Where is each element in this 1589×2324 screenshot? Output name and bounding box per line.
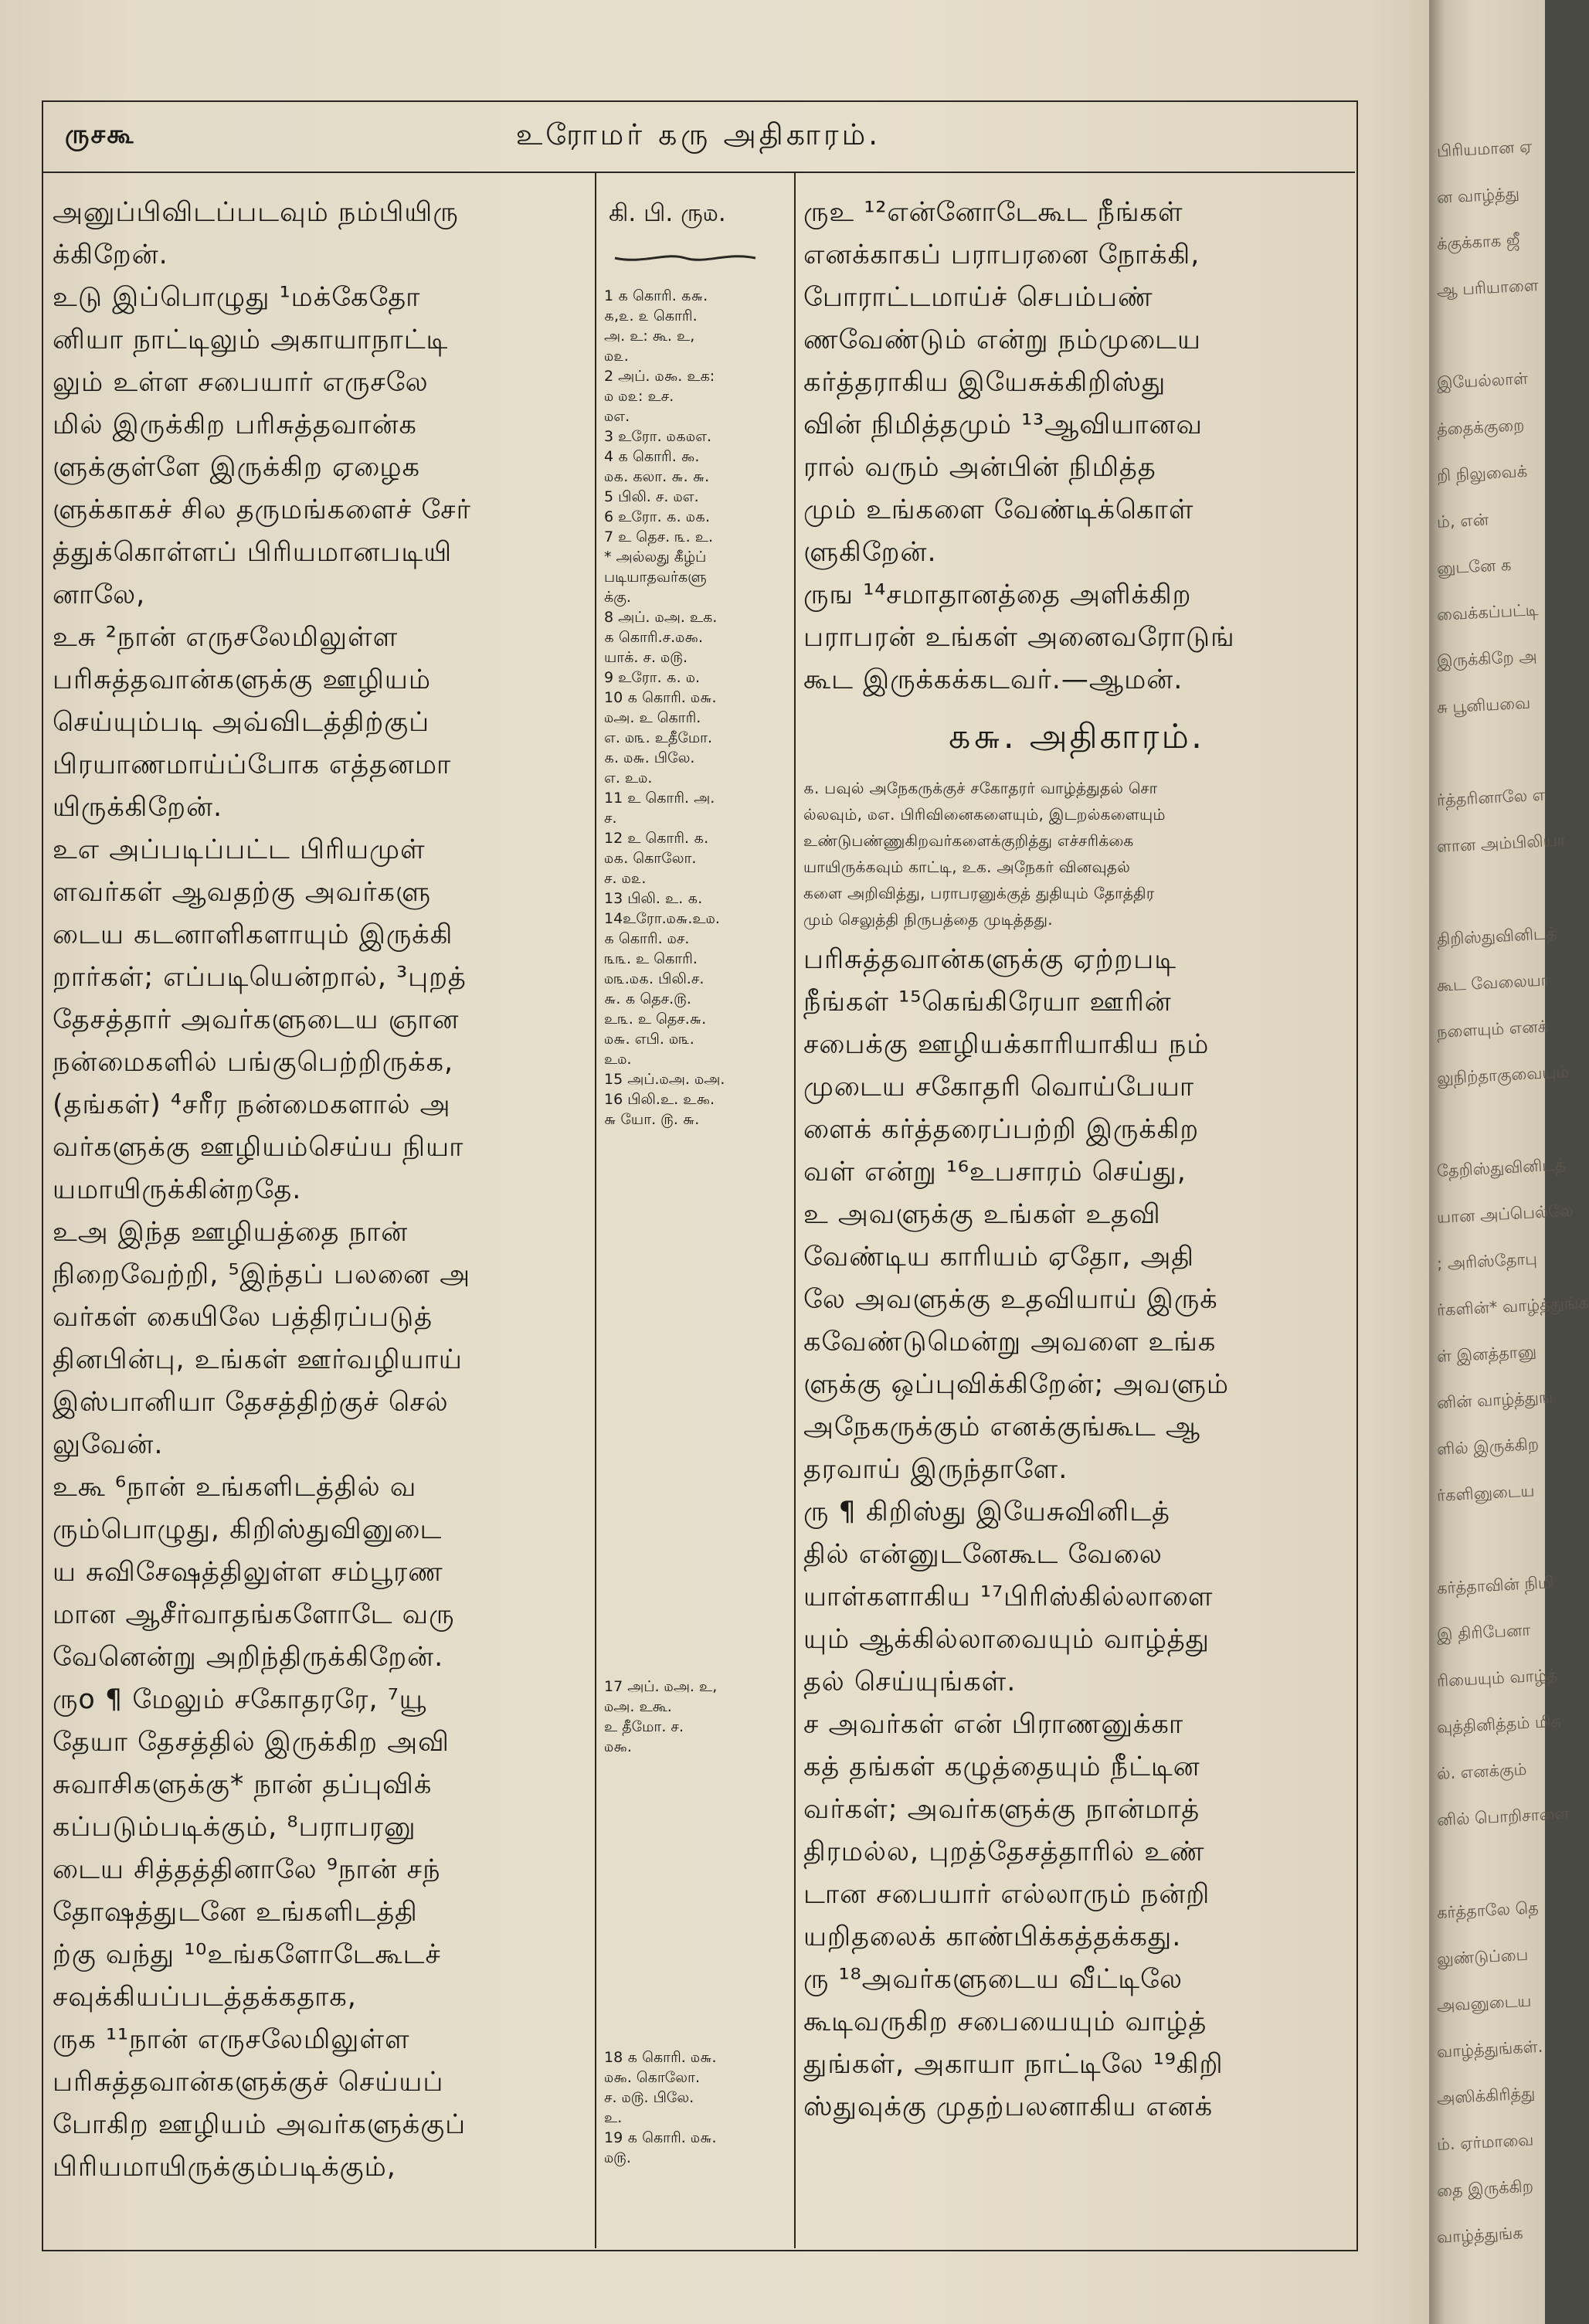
verse-line: ளுக்காகச் சில தருமங்களைச் சேர் (53, 494, 471, 525)
cross-reference-line: ச. ௰௫. பிலே. (604, 2089, 694, 2106)
facing-page-line: இருக்கிறே அ (1436, 647, 1538, 671)
facing-page-line: யான அப்பெல்லே (1436, 1201, 1574, 1227)
facing-page-line: வுத்தினித்தம் மிக (1436, 1711, 1562, 1737)
verse-line: ளுக்கு ஒப்புவிக்கிறேன்; அவளும் (803, 1369, 1230, 1400)
cross-reference-line: 2 அப். ௰௯. உக: (604, 368, 715, 385)
facing-page-line: ன வாழ்த்து (1436, 184, 1520, 207)
verse-line: லும் உள்ள சபையார் எருசலே (53, 367, 429, 398)
facing-page-line: க்குக்காக ஜீ (1436, 230, 1520, 253)
cross-reference-line: யாக். ச. ௰௫. (604, 649, 688, 666)
facing-page-line (1437, 1527, 1553, 1533)
cross-reference-line: ௰௫. (604, 2149, 631, 2166)
verse-line: ளுகிறேன். (803, 537, 937, 568)
verse-line: ளவர்கள் ஆவதற்கு அவர்களு (53, 877, 432, 908)
verse-line: உ அவளுக்கு உங்கள் உதவி (803, 1199, 1161, 1230)
cross-references-middle (604, 1677, 789, 1757)
verse-line: தல் செய்யுங்கள். (803, 1667, 1017, 1697)
facing-page-line: அஸிக்கிரித்து (1436, 2084, 1536, 2108)
facing-page-line: சு பூனியவை (1436, 693, 1531, 717)
verse-line: வேண்டிய காரியம் ஏதோ, அதி (803, 1242, 1195, 1272)
verse-line: போராட்டமாய்ச் செபம்பண் (803, 282, 1153, 313)
verse-line: ருஉ ¹²என்னோடேகூட நீங்கள் (803, 197, 1183, 228)
verse-line: பரிசுத்தவான்களுக்கு ஊழியம் (53, 664, 432, 695)
running-header (42, 100, 1355, 173)
cross-reference-line: படியாதவர்களு (604, 569, 707, 586)
verse-line: ரும்பொழுது, கிறிஸ்துவினுடை (53, 1514, 443, 1545)
verse-line: வின் நிமித்தமும் ¹³ஆவியானவ (803, 409, 1203, 440)
left-text-column (53, 192, 578, 2189)
verse-line: ருக ¹¹நான் எருசலேமிலுள்ள (53, 2024, 410, 2055)
cross-reference-line: 9 உரோ. ௧. ௰. (604, 669, 701, 686)
verse-line: உஎ அப்படிப்பட்ட பிரியமுள் (53, 834, 426, 865)
facing-page-line: ர்த்தரினாலே எ (1436, 785, 1546, 810)
cross-reference-line: 15 அப்.௰அ. ௰அ. (604, 1071, 725, 1088)
cross-reference-line: * அல்லது கீழ்ப் (604, 549, 707, 566)
summary-line: யாயிருக்கவும் காட்டி, உக. அநேகர் வினவுதல் (803, 858, 1131, 876)
cross-reference-line: ௰௧. கொலோ. (604, 850, 697, 867)
verse-line: தோஷத்துடனே உங்களிடத்தி (53, 1897, 418, 1928)
cross-reference-line: 18 ௧ கொரி. ௰௬. (604, 2049, 717, 2066)
verse-line: வர்கள்; அவர்களுக்கு நான்மாத் (803, 1794, 1200, 1825)
verse-line: எனக்காகப் பராபரனை நோக்கி, (803, 240, 1200, 270)
facing-page-line: தேறிஸ்துவினிடத் (1436, 1155, 1567, 1181)
cross-reference-line: ௬. ௧ தெச.௫. (604, 990, 691, 1007)
verse-line: தேயா தேசத்தில் இருக்கிற அவி (53, 1727, 450, 1758)
verse-line: உகூ ⁶நான் உங்களிடத்தில் வ (53, 1472, 417, 1503)
verse-line: தேசத்தார் அவர்களுடைய ஞான (53, 1004, 460, 1035)
cross-reference-line: 16 பிலி.உ. உ௯. (604, 1091, 715, 1108)
facing-page-line: அவனுடைய (1436, 1991, 1532, 2015)
cross-reference-line: 5 பிலி. ச. ௰எ. (604, 488, 699, 505)
verse-line: நிறைவேற்றி, ⁵இந்தப் பலனை அ (53, 1259, 471, 1290)
cross-reference-line: 1 ௧ கொரி. ௧௬. (604, 287, 708, 304)
verse-line: க்கிறேன். (53, 240, 168, 270)
cross-reference-line: ௰எ. (604, 408, 630, 425)
verse-line: ரால் வரும் அன்பின் நிமித்த (803, 452, 1156, 483)
verse-line: இஸ்பானியா தேசத்திற்குச் செல் (53, 1387, 449, 1418)
facing-page-line: ர்களினுடைய (1436, 1481, 1536, 1505)
verse-line: சபைக்கு ஊழியக்காரியாகிய நம் (803, 1029, 1210, 1060)
verse-line: ருங ¹⁴சமாதானத்தை அளிக்கிற (803, 579, 1192, 610)
verse-line: யிருக்கிறேன். (53, 792, 223, 823)
verse-line: செய்யும்படி அவ்விடத்திற்குப் (53, 707, 430, 738)
verse-line: னியா நாட்டிலும் அகாயாநாட்டி (53, 324, 449, 355)
chapter-heading: ௧௬. அதிகாரம். (948, 717, 1204, 756)
verse-line: வேனென்று அறிந்திருக்கிறேன். (53, 1642, 444, 1673)
cross-reference-line: ௰௯. (604, 1738, 632, 1755)
verse-line: கர்த்தராகிய இயேசுக்கிறிஸ்து (803, 367, 1166, 398)
cross-reference-line: 10 ௧ கொரி. ௰௬. (604, 689, 717, 706)
verse-line: பரிசுத்தவான்களுக்கு ஏற்றபடி (803, 944, 1177, 975)
verse-line: ய சுவிசேஷத்திலுள்ள சம்பூரண (53, 1557, 443, 1588)
cross-reference-line: 7 உ தெச. ௩. உ. (604, 528, 713, 545)
verse-line: வர்கள் கையிலே பத்திரப்படுத் (53, 1302, 433, 1333)
verse-line: உடு இப்பொழுது ¹மக்கேதோ (53, 282, 421, 313)
cross-reference-line: உ௩. உ தெச.௬. (604, 1011, 707, 1028)
cross-references-top (604, 286, 789, 1130)
facing-page-line: தை இருக்கிற (1436, 2176, 1534, 2200)
cross-reference-column (596, 178, 789, 2233)
ornament-divider (612, 250, 759, 266)
facing-page-line: றி நிலுவைக் (1436, 461, 1528, 485)
verse-line: தில் என்னுடனேகூட வேலை (803, 1539, 1163, 1570)
verse-line: யாள்களாகிய ¹⁷பிரிஸ்கில்லாளை (803, 1582, 1214, 1612)
cross-reference-line: ௧ கொரி.ச.௰௯. (604, 629, 704, 646)
verse-line: டான சபையார் எல்லாரும் நன்றி (803, 1879, 1210, 1910)
page-number: ருசகூ (65, 119, 135, 150)
summary-line: ௧. பவுல் அநேகருக்குச் சகோதரர் வாழ்த்துதல் சொ (803, 779, 1158, 797)
chapter-16-text (803, 939, 1349, 2129)
verse-line: ற்கு வந்து ¹⁰உங்களோடேகூடச் (53, 1939, 441, 1970)
cross-reference-line: 8 அப். ௰அ. உக. (604, 609, 718, 626)
verse-line: யமாயிருக்கின்றதே. (53, 1174, 302, 1205)
facing-page-line: வைக்கப்பட்டி (1436, 600, 1540, 624)
facing-page-line: ; அரிஸ்தோபு (1436, 1249, 1538, 1273)
cross-references-bottom (604, 2047, 789, 2168)
chapter-summary (803, 775, 1349, 933)
verse-line: யும் ஆக்கில்லாவையும் வாழ்த்து (803, 1624, 1210, 1655)
facing-page-line: ர்களின்* வாழ்த்துங்க (1436, 1293, 1589, 1320)
facing-page-line: ள் இனத்தானு (1436, 1342, 1537, 1366)
facing-page-line: நளையும் எனக் (1436, 1017, 1549, 1041)
facing-page-line: லுண்டுப்பை (1436, 1945, 1529, 1969)
verse-line: போகிற ஊழியம் அவர்களுக்குப் (53, 2109, 467, 2140)
verse-line: அநேகருக்கும் எனக்குங்கூட ஆ (803, 1412, 1201, 1442)
verse-line: உசு ²நான் எருசலேமிலுள்ள (53, 622, 399, 653)
verse-line: யறிதலைக் காண்பிக்கத்தக்கது. (803, 1921, 1182, 1952)
cross-reference-line: 11 உ கொரி. அ. (604, 790, 715, 807)
summary-line: களை அறிவித்து, பராபரனுக்குத் துதியும் தோத்திர (803, 884, 1155, 902)
cross-reference-line: 13 பிலி. உ. ௧. (604, 890, 703, 907)
cross-reference-line: ௰அ. உ கொரி. (604, 709, 701, 726)
verse-line: வர்களுக்கு ஊழியம்செய்ய நியா (53, 1132, 464, 1163)
facing-page-line (1437, 321, 1553, 328)
summary-line: மும் செலுத்தி நிருபத்தை முடித்தது. (803, 910, 1053, 929)
cross-reference-line: ச. ௰௨. (604, 870, 647, 887)
verse-line: துங்கள், அகாயா நாட்டிலே ¹⁹கிறி (803, 2049, 1224, 2080)
verse-line: பிரயாணமாய்ப்போக எத்தனமா (53, 749, 452, 780)
cross-reference-line: 14உரோ.௰௬.உ௰. (604, 910, 720, 927)
facing-page-line: ரியையும் வாழ்த் (1436, 1665, 1558, 1690)
facing-page-line: னின் வாழ்த்துங் (1436, 1388, 1553, 1412)
column-rule-right (794, 172, 796, 2248)
facing-page-line: இயேல்லாள் (1436, 369, 1529, 392)
facing-page-line (1437, 739, 1553, 745)
cross-reference-line: 4 ௧ கொரி. ௯. (604, 448, 700, 465)
cross-reference-line: உ௰. (604, 1051, 632, 1068)
verse-line: டைய கடனாளிகளாயும் இருக்கி (53, 919, 453, 950)
cross-reference-line: ௰௩.௰௧. பிலி.ச. (604, 970, 705, 987)
verse-line: சவுக்கியப்படத்தக்கதாக, (53, 1982, 357, 2013)
facing-page-line: கர்த்தாலே தெ (1436, 1898, 1540, 1922)
facing-page-edge (1429, 0, 1589, 2324)
verse-line: நீங்கள் ¹⁵கெங்கிரேயா ஊரின் (803, 987, 1172, 1018)
cross-reference-line: ௰அ. உகூ. (604, 1698, 672, 1715)
running-title: உரோமர் ௧ரு அதிகாரம். (515, 117, 881, 151)
verse-line: மும் உங்களை வேண்டிக்கொள் (803, 494, 1194, 525)
verse-line: திரமல்ல, புறத்தேசத்தாரில் உண் (803, 1836, 1205, 1867)
cross-reference-line: க்கு. (604, 589, 631, 606)
verse-line: கூட இருக்கக்கடவர்.—ஆமன். (803, 664, 1183, 695)
cross-reference-line: ௧. ௰௬. பிலே. (604, 749, 695, 766)
summary-line: உண்டுபண்ணுகிறவர்களைக்குறித்து எச்சரிக்கை (803, 831, 1134, 850)
facing-page-line: திறிஸ்துவினிடத் (1436, 923, 1557, 949)
cross-reference-line: உ. (604, 2109, 623, 2126)
cross-reference-line: 19 ௧ கொரி. ௰௬. (604, 2129, 717, 2146)
verse-line: டைய சித்தத்தினாலே ⁹நான் சந் (53, 1854, 441, 1885)
verse-line: னாலே, (53, 579, 146, 610)
verse-line: தினபின்பு, உங்கள் ஊர்வழியாய் (53, 1344, 463, 1375)
verse-line: றார்கள்; எப்படியென்றால், ³புறத் (53, 962, 467, 993)
verse-line: ருo ¶ மேலும் சகோதரரே, ⁷யூ (53, 1684, 427, 1715)
cross-reference-line: 3 உரோ. ௰௧௰எ. (604, 428, 712, 445)
verse-line: கப்படும்படிக்கும், ⁸பராபரனு (53, 1812, 416, 1843)
facing-page-line: வாழ்த்துங்க (1436, 2224, 1524, 2247)
right-text-column (803, 192, 1349, 2129)
cross-reference-line: உ தீமோ. ச. (604, 1718, 684, 1735)
cross-reference-line: எ. உ௰. (604, 770, 653, 787)
verse-line: கூடிவருகிற சபையையும் வாழ்த் (803, 2006, 1207, 2037)
cross-reference-line: ச. (604, 810, 617, 827)
verse-line: பரிசுத்தவான்களுக்குச் செய்யப் (53, 2067, 444, 2098)
facing-page-line: இ திரிபேனா (1436, 1620, 1531, 1644)
summary-line: ல்லவும், ௰எ. பிரிவினைகளையும், இடறல்களையும் (803, 805, 1166, 824)
facing-page-line: ளில் இருக்கிற (1436, 1435, 1540, 1459)
verse-line: (தங்கள்) ⁴சரீர நன்மைகளால் அ (53, 1089, 451, 1120)
verse-line: ரு ¶ கிறிஸ்து இயேசுவினிடத் (803, 1497, 1170, 1527)
facing-page-line (1437, 1851, 1553, 1857)
verse-line: ளுக்குள்ளே இருக்கிற ஏழைக (53, 452, 420, 483)
facing-page-line: கூட வேலையா (1436, 970, 1550, 995)
cross-reference-line: 12 உ கொரி. ௧. (604, 830, 709, 847)
cross-reference-line: 6 உரோ. ௧. ௰௧. (604, 508, 711, 525)
cross-reference-line: ௧ கொரி. ௰ச. (604, 930, 690, 947)
facing-page-line: லுநிற்தாகுவையும் (1436, 1062, 1570, 1088)
verse-line: சுவாசிகளுக்கு* நான் தப்புவிக் (53, 1769, 433, 1800)
cross-reference-line: எ. ௰௩. உதீமோ. (604, 729, 713, 746)
cross-reference-line: ௰௬. எபி. ௰௩. (604, 1031, 694, 1048)
cross-reference-line: 17 அப். ௰அ. உ, (604, 1678, 718, 1695)
margin-date-heading: கி. பி. ரு௰. (609, 199, 726, 227)
cross-reference-line: ௰ ௰௨: உச. (604, 388, 674, 405)
facing-page-line: ம். ஏர்மாவை (1436, 2130, 1534, 2154)
verse-line: த்துக்கொள்ளப் பிரியமானபடியி (53, 537, 453, 568)
verse-line: ரு ¹⁸அவர்களுடைய வீட்டிலே (803, 1964, 1183, 1995)
verse-line: பராபரன் உங்கள் அனைவரோடுங் (803, 622, 1235, 653)
facing-page-line: னில் பொறிசாளை (1436, 1803, 1570, 1830)
verse-line: ச அவர்கள் என் பிராணனுக்கா (803, 1709, 1184, 1740)
verse-line: அனுப்பிவிடப்படவும் நம்பியிரு (53, 197, 459, 228)
cross-reference-line: ௬ யோ. ௫. ௬. (604, 1111, 700, 1128)
cross-reference-line: ௰௧. கலா. ௬. ௬. (604, 468, 710, 485)
verse-line: லே அவளுக்கு உதவியாய் இருக் (803, 1284, 1218, 1315)
verse-line: வள் என்று ¹⁶உபசாரம் செய்து, (803, 1157, 1187, 1187)
cross-reference-line: அ. உ: கூ. உ, (604, 328, 695, 345)
facing-page-line: கர்த்தாவின் நிமி (1436, 1573, 1555, 1598)
facing-page-line (1437, 878, 1553, 884)
verse-line: கவேண்டுமென்று அவளை உங்க (803, 1327, 1217, 1357)
verse-line: கத் தங்கள் கழுத்தையும் நீட்டின (803, 1751, 1200, 1782)
facing-page-line: னுடனே க (1436, 555, 1512, 578)
verse-line: நன்மைகளில் பங்குபெற்றிருக்க, (53, 1047, 454, 1078)
verse-line: ளைக் கர்த்தரைப்பற்றி இருக்கிற (803, 1114, 1200, 1145)
verse-line: மான ஆசீர்வாதங்களோடே வரு (53, 1599, 455, 1630)
verse-line: மில் இருக்கிற பரிசுத்தவான்க (53, 409, 417, 440)
cross-reference-line: ௰௯. கொலோ. (604, 2069, 700, 2086)
facing-page-line: ம், என் (1436, 510, 1489, 532)
verse-line: ஸ்துவுக்கு முதற்பலனாகிய எனக் (803, 2091, 1214, 2122)
verse-line: முடைய சகோதரி வொய்பேயா (803, 1072, 1195, 1103)
verse-line: உஅ இந்த ஊழியத்தை நான் (53, 1217, 409, 1248)
facing-page-line (1437, 1109, 1553, 1116)
chapter-15-ending (803, 192, 1349, 702)
cross-reference-line: ௰௨. (604, 348, 629, 365)
cross-reference-line: ௩௩. உ கொரி. (604, 950, 698, 967)
facing-page-line: வாழ்த்துங்கள். (1436, 2037, 1543, 2061)
verse-line: ணவேண்டும் என்று நம்முடைய (803, 324, 1202, 355)
verse-line: பிரியமாயிருக்கும்படிக்கும், (53, 2152, 396, 2183)
facing-page-line: ல். எனக்கும் (1436, 1759, 1527, 1783)
verse-line: லுவேன். (53, 1429, 164, 1460)
facing-page-line: பிரியமான ஏ (1436, 137, 1533, 161)
cross-reference-line: ௧,௨. ௨ கொரி. (604, 307, 698, 324)
facing-page-line: ஆ பரியாளை (1436, 276, 1540, 300)
facing-page-line: த்தைக்குறை (1436, 416, 1525, 439)
facing-page-line: ளான அம்பிலியா (1436, 831, 1567, 856)
verse-line: தரவாய் இருந்தாளே. (803, 1454, 1068, 1485)
